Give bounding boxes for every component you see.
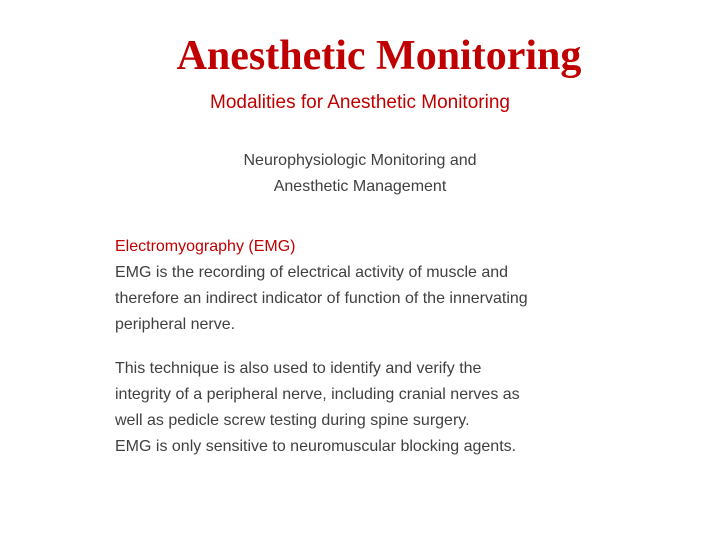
emg-paragraph-definition bbox=[115, 260, 615, 338]
section-heading-line: Neurophysiologic Monitoring and bbox=[243, 152, 477, 169]
slide-title: Anesthetic Monitoring bbox=[176, 33, 582, 79]
paragraph-line: EMG is only sensitive to neuromuscular blocking agents. bbox=[115, 438, 517, 455]
paragraph-line: peripheral nerve. bbox=[115, 316, 236, 333]
paragraph-line: This technique is also used to identify and verify the bbox=[115, 360, 482, 377]
emg-paragraph-technique bbox=[115, 356, 615, 434]
paragraph-line: therefore an indirect indicator of function of the innervating bbox=[115, 290, 528, 307]
emg-paragraph-sensitivity bbox=[115, 434, 615, 460]
slide-subtitle: Modalities for Anesthetic Monitoring bbox=[210, 92, 510, 113]
emg-heading: Electromyography (EMG) bbox=[115, 238, 296, 255]
section-heading bbox=[180, 148, 540, 200]
paragraph-line: EMG is the recording of electrical activity of muscle and bbox=[115, 264, 509, 281]
paragraph-gap bbox=[115, 338, 615, 356]
slide-body bbox=[115, 234, 615, 460]
paragraph-line: well as pedicle screw testing during spine surgery. bbox=[115, 412, 470, 429]
paragraph-line: integrity of a peripheral nerve, including cranial nerves as bbox=[115, 386, 520, 403]
section-heading-line: Anesthetic Management bbox=[273, 178, 447, 195]
